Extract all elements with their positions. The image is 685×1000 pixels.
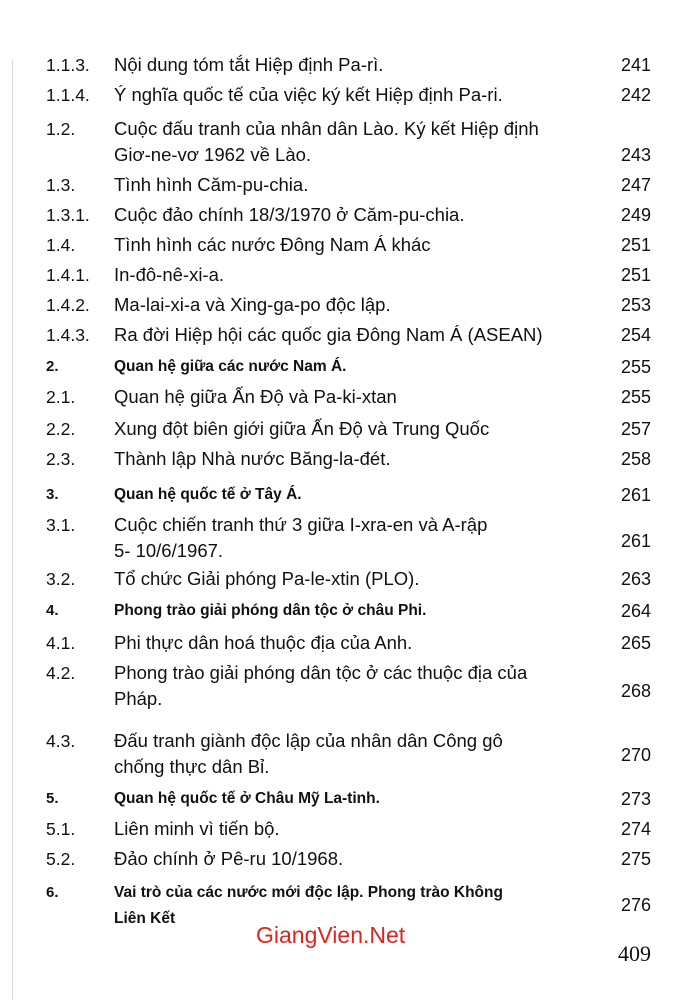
toc-entry-page: 265 [620,633,651,653]
toc-entry-number: 5. [46,790,59,807]
toc-entry-title: Quan hệ giữa các nước Nam Á. [114,358,347,375]
toc-entry-number: 1.2. [46,119,76,139]
toc-entry-page: 254 [620,325,651,345]
toc-entry-number: 5.2. [46,849,76,869]
toc-entry-number: 5.1. [46,819,76,839]
toc-entry-number: 1.3.1. [46,205,90,225]
toc-entry-title: Nội dung tóm tắt Hiệp định Pa-rì. [114,54,384,75]
toc-entry-page: 257 [620,419,651,439]
toc-entry-title: Quan hệ quốc tế ở Tây Á. [114,486,302,503]
toc-entry-page: 251 [620,265,651,285]
toc-entry-title: Liên minh vì tiến bộ. [114,818,280,839]
toc-entry-page: 251 [620,235,651,255]
toc-entry-page: 268 [620,681,651,701]
toc-entry-number: 1.1.3. [46,55,90,75]
toc-entry-title: Tình hình Căm-pu-chia. [114,174,309,195]
toc-entry-number: 4.2. [46,663,76,683]
toc-entry-number: 1.1.4. [46,85,90,105]
toc-entry-page: 273 [620,789,651,809]
toc-entry-title: Cuộc chiến tranh thứ 3 giữa I-xra-en và A-rập 5- 10/6/1967. [114,514,488,561]
toc-entry-title: Quan hệ quốc tế ở Châu Mỹ La-tinh. [114,790,380,807]
toc-entry-number: 6. [46,884,59,901]
toc-entry-number: 2.2. [46,419,76,439]
toc-entry-page: 270 [620,745,651,765]
toc-entry-title: Cuộc đấu tranh của nhân dân Lào. Ký kết Hiệp định Giơ-ne-vơ 1962 về Lào. [114,118,539,165]
toc-entry-page: 243 [620,145,651,165]
toc-entry-title: In-đô-nê-xi-a. [114,264,225,285]
watermark-text: GiangVien.Net [256,922,406,948]
toc-entry-title: Đấu tranh giành độc lập của nhân dân Công gô chống thực dân Bỉ. [114,730,503,777]
toc-entry-number: 1.4.1. [46,265,90,285]
toc-entry-page: 274 [620,819,651,839]
toc-entry-page: 255 [620,357,651,377]
toc-entry-page: 264 [620,601,651,621]
toc-entry-title: Ý nghĩa quốc tế của việc ký kết Hiệp định Pa-ri. [114,84,503,105]
toc-entry-number: 1.4. [46,235,76,255]
toc-entry-number: 4.3. [46,731,76,751]
toc-entry-title: Thành lập Nhà nước Băng-la-đét. [114,448,391,469]
toc-entry-number: 4. [46,602,59,619]
toc-entry-page: 276 [620,895,651,915]
toc-entry-number: 3.2. [46,569,76,589]
toc-entry-page: 261 [620,485,651,505]
toc-entry-number: 1.3. [46,175,76,195]
toc-entry-page: 275 [620,849,651,869]
toc-entry-page: 255 [620,387,651,407]
toc-entry-number: 2.3. [46,449,76,469]
toc-entry-title: Phi thực dân hoá thuộc địa của Anh. [114,632,413,653]
toc-entry-page: 249 [620,205,651,225]
toc-entry-page: 258 [620,449,651,469]
toc-entry-page: 241 [620,55,651,75]
toc-entry-title: Tổ chức Giải phóng Pa-le-xtin (PLO). [114,568,420,589]
page-number: 409 [618,941,651,966]
toc-entry-number: 2.1. [46,387,76,407]
toc-entry-title: Đảo chính ở Pê-ru 10/1968. [114,848,344,869]
toc-entry-title: Vai trò của các nước mới độc lập. Phong trào Không Liên Kết [114,884,503,927]
toc-entry-title: Quan hệ giữa Ấn Độ và Pa-ki-xtan [114,386,397,407]
toc-entry-page: 247 [620,175,651,195]
toc-entry-page: 261 [620,531,651,551]
toc-entry-title: Phong trào giải phóng dân tộc ở châu Phi. [114,602,427,619]
toc-entry-number: 2. [46,358,59,375]
toc-entry-number: 1.4.2. [46,295,90,315]
page-edge-shadow [12,60,13,1000]
toc-entry-page: 263 [620,569,651,589]
toc-entry-title: Phong trào giải phóng dân tộc ở các thuộc địa của Pháp. [114,662,528,709]
toc-entry-number: 4.1. [46,633,76,653]
toc-entry-title: Xung đột biên giới giữa Ấn Độ và Trung Quốc [114,418,490,439]
toc-entry-number: 3. [46,486,59,503]
toc-entry-title: Cuộc đảo chính 18/3/1970 ở Căm-pu-chia. [114,204,465,225]
toc-entry-number: 1.4.3. [46,325,90,345]
toc-entry-title: Tình hình các nước Đông Nam Á khác [114,234,431,255]
toc-entry-title: Ma-lai-xi-a và Xing-ga-po độc lập. [114,294,391,315]
toc-entry-page: 253 [620,295,651,315]
toc-entry-number: 3.1. [46,515,76,535]
toc-entry-title: Ra đời Hiệp hội các quốc gia Đông Nam Á (ASEAN) [114,324,543,345]
toc-entry-page: 242 [620,85,651,105]
